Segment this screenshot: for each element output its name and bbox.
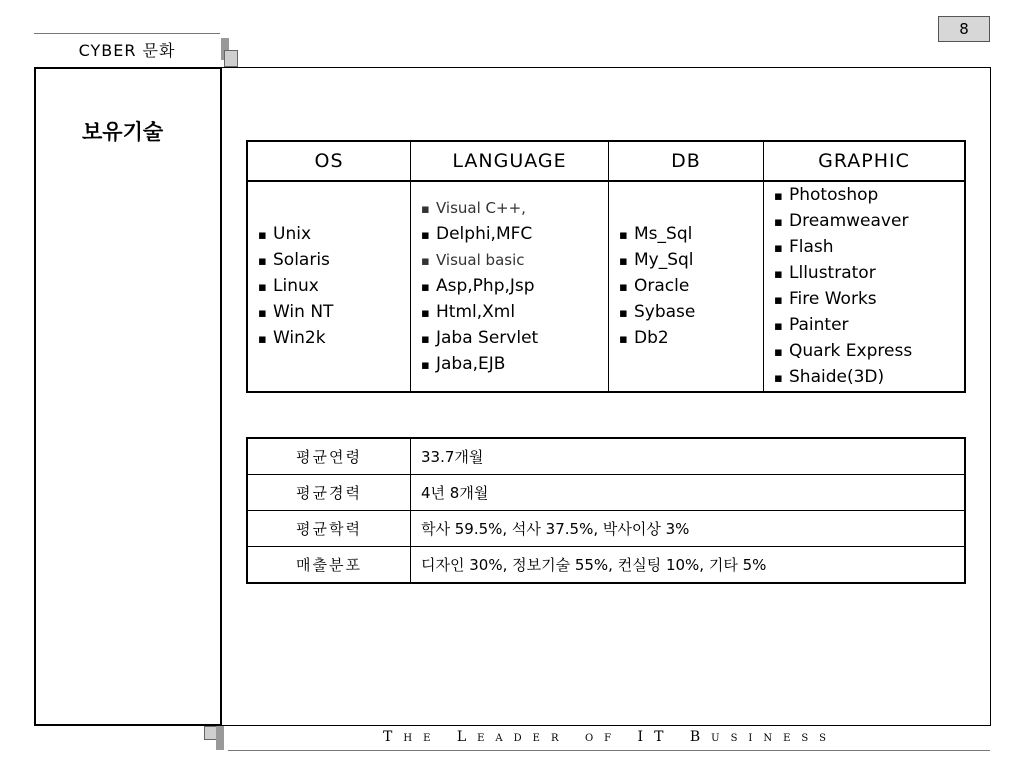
list-item: ▪ Jaba,EJB — [421, 352, 608, 378]
list-item: ▪ Solaris — [258, 248, 410, 274]
graphic-list — [774, 183, 964, 391]
tech-cell-os — [247, 181, 411, 392]
tech-cell-db — [609, 181, 764, 392]
tech-header-graphic: GRAPHIC — [764, 141, 966, 181]
stats-table — [246, 437, 966, 584]
stats-value: 디자인 30%, 정보기술 55%, 컨실팅 10%, 기타 5% — [411, 547, 966, 584]
tech-cell-language — [411, 181, 609, 392]
list-item: ▪ Painter — [774, 313, 964, 339]
tech-table — [246, 140, 966, 393]
tech-header-db: DB — [609, 141, 764, 181]
left-panel — [34, 67, 222, 726]
list-item: ▪ Quark Express — [774, 339, 964, 365]
list-item: ▪ Linux — [258, 274, 410, 300]
list-item: ▪ Flash — [774, 235, 964, 261]
list-item: ▪ Unix — [258, 222, 410, 248]
list-item: ▪ Win NT — [258, 300, 410, 326]
list-item: ▪ Win2k — [258, 326, 410, 352]
list-item: ▪ Delphi,MFC — [421, 222, 608, 248]
db-list — [619, 222, 763, 352]
table-row — [247, 475, 965, 511]
list-item: ▪ Visual C++, — [421, 196, 608, 222]
decor-square-bottom-dark — [216, 726, 224, 750]
header-top-rule — [34, 33, 220, 34]
os-list — [258, 222, 410, 352]
tech-cell-graphic — [764, 181, 966, 392]
tech-header-os: OS — [247, 141, 411, 181]
table-row — [247, 438, 965, 475]
list-item: ▪ Db2 — [619, 326, 763, 352]
list-item: ▪ Shaide(3D) — [774, 365, 964, 391]
decor-square-top-light — [224, 50, 238, 67]
list-item: ▪ Ms_Sql — [619, 222, 763, 248]
footer-slogan: The Leader of IT Business — [383, 729, 837, 745]
list-item: ▪ Oracle — [619, 274, 763, 300]
header-label: CYBER 문화 — [78, 41, 176, 60]
list-item: ▪ Dreamweaver — [774, 209, 964, 235]
tech-header-language: LANGUAGE — [411, 141, 609, 181]
table-row — [247, 511, 965, 547]
table-row — [247, 547, 965, 584]
stats-label: 평균경력 — [247, 475, 411, 511]
list-item: ▪ Fire Works — [774, 287, 964, 313]
list-item: ▪ Sybase — [619, 300, 763, 326]
footer-rule — [228, 750, 990, 751]
language-list — [421, 196, 608, 378]
list-item: ▪ Jaba Servlet — [421, 326, 608, 352]
stats-label: 매출분포 — [247, 547, 411, 584]
list-item: ▪ Visual basic — [421, 248, 608, 274]
stats-label: 평균학력 — [247, 511, 411, 547]
page-number: 8 — [938, 16, 990, 42]
list-item: ▪ Html,Xml — [421, 300, 608, 326]
stats-value: 4년 8개월 — [411, 475, 966, 511]
stats-value: 33.7개월 — [411, 438, 966, 475]
section-title: 보유기술 — [82, 120, 164, 144]
list-item: ▪ Lllustrator — [774, 261, 964, 287]
list-item: ▪ My_Sql — [619, 248, 763, 274]
list-item: ▪ Photoshop — [774, 183, 964, 209]
list-item: ▪ Asp,Php,Jsp — [421, 274, 608, 300]
stats-label: 평균연령 — [247, 438, 411, 475]
stats-value: 학사 59.5%, 석사 37.5%, 박사이상 3% — [411, 511, 966, 547]
